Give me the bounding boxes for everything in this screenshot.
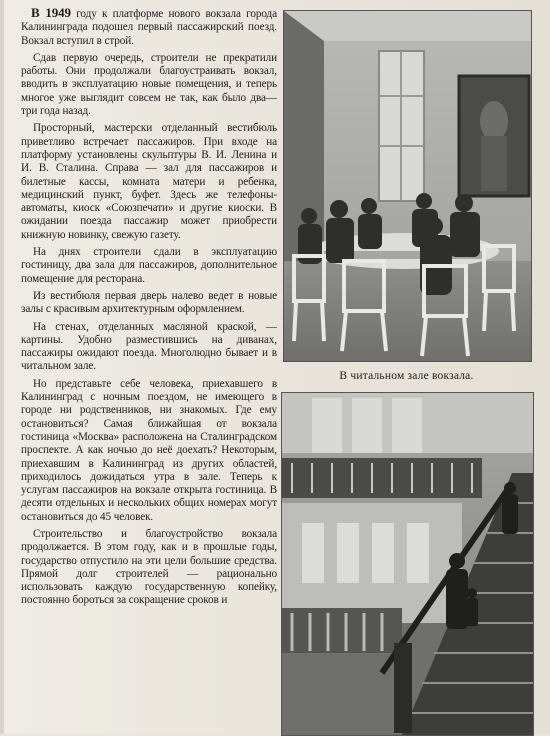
article-paragraph-8: Строительство и благоустройство вокзала продолжается. В этом году, как и в прошлые годы, государство отпустило на эти цели большие средства. Прямой долг строителей — рационально использовать каждую государственную копейку, постоянно бороться за сокращение сроков и	[21, 527, 277, 607]
station-hall-photo	[281, 392, 534, 736]
article-paragraph-7: Но представьте себе человека, приехавшего в Калининград с ночным поездом, не имеющего в городе ни родственников, ни знакомых. Где ему остановиться? Самая ближайшая от вокзала гостиница «Москва» расположена на Сталинградском проспекте. А как ночью до неё доехать? Некоторым, приехавшим в Калининград из других областей, приходилось дожидаться утра в зале. Теперь к услугам пассажиров на вокзале открыта гостиница. В десяти отдельных и нескольких общих номерах могут остановиться до 45 человек.	[21, 377, 277, 523]
article-paragraph-1	[21, 6, 277, 48]
article-paragraph-2: Сдав первую очередь, строители не прекратили работы. Они продолжали благоустраивать вокзал, вводить в эксплуатацию новые помещения, и теперь многое уже выглядит совсем не так, как было два—три года назад.	[21, 51, 277, 118]
article-paragraph-4: На днях строители сдали в эксплуатацию гостиницу, два зала для пассажиров, дополнительное помещение для ресторана.	[21, 246, 277, 285]
station-hall-illustration	[282, 393, 533, 735]
reading-room-photo	[283, 10, 532, 362]
article-lead-year: В 1949	[31, 6, 71, 20]
article-paragraph-6: На стенах, отделанных масляной краской, — картины. Удобно разместившись на диванах, пассажиры ожидают поезда. Многолюдно бывает и в читальном зале.	[21, 320, 277, 373]
article-paragraph-3: Просторный, мастерски отделанный вестибюль приветливо встречает пассажиров. При входе на платформу установлены скульптуры В. И. Ленина и И. В. Сталина. Справа — зал для пассажиров и билетные кассы, комната матери и ребенка, медицинский пункт, буфет. Здесь же телефоны-автоматы, киоск «Союзпечати» и другие киоски. В ожидании поезда пассажир может приобрести книжную новинку, свежую газету.	[21, 122, 277, 241]
reading-room-illustration	[284, 11, 531, 361]
article-paragraph-1-text: году к платформе нового вокзала города Калининграда подошел первый пассажирский поезд. Вокзал вступил в строй.	[21, 8, 277, 47]
article-text-column	[21, 6, 277, 734]
reading-room-caption: В читальном зале вокзала.	[339, 370, 474, 382]
article-paragraph-5: Из вестибюля первая дверь налево ведет в новые залы с красивым архитектурным оформлением.	[21, 289, 277, 316]
page-edge	[0, 0, 4, 734]
